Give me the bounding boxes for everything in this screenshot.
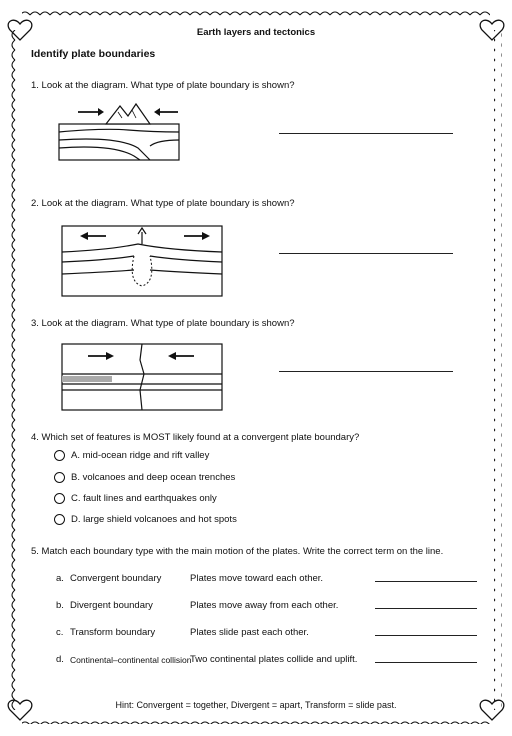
match-letter: c.	[56, 627, 64, 638]
option-label: A. mid-ocean ridge and rift valley	[71, 450, 210, 461]
match-motion: Plates slide past each other.	[190, 627, 309, 638]
match-type: Divergent boundary	[70, 600, 153, 611]
question-4: 4. Which set of features is MOST likely found at a convergent plate boundary?	[31, 432, 360, 443]
hint-text: Hint: Convergent = together, Divergent = apart, Transform = slide past.	[115, 700, 397, 710]
question-2: 2. Look at the diagram. What type of plate boundary is shown?	[31, 198, 295, 209]
option-c[interactable]	[54, 493, 217, 504]
radio-button[interactable]	[54, 514, 65, 525]
match-motion: Two continental plates collide and uplift.	[190, 654, 358, 665]
match-answer-line[interactable]	[375, 662, 477, 663]
answer-line-3[interactable]	[279, 371, 453, 372]
radio-button[interactable]	[54, 450, 65, 461]
match-letter: d.	[56, 654, 64, 665]
match-motion: Plates move toward each other.	[190, 573, 324, 584]
match-type: Convergent boundary	[70, 573, 162, 584]
question-3: 3. Look at the diagram. What type of plate boundary is shown?	[31, 318, 295, 329]
match-answer-line[interactable]	[375, 635, 477, 636]
question-5: 5. Match each boundary type with the main motion of the plates. Write the correct term on the line.	[31, 546, 444, 557]
match-letter: a.	[56, 573, 64, 584]
radio-button[interactable]	[54, 493, 65, 504]
match-answer-line[interactable]	[375, 581, 477, 582]
answer-line-2[interactable]	[279, 253, 453, 254]
match-motion: Plates move away from each other.	[190, 600, 339, 611]
match-type: Continental–continental collision	[70, 655, 192, 665]
worksheet-title: Earth layers and tectonics	[196, 27, 316, 38]
divergent-boundary-diagram	[58, 222, 226, 298]
question-1: 1. Look at the diagram. What type of plate boundary is shown?	[31, 80, 295, 91]
match-type: Transform boundary	[70, 627, 156, 638]
match-answer-line[interactable]	[375, 608, 477, 609]
answer-line-1[interactable]	[279, 133, 453, 134]
option-b[interactable]	[54, 472, 235, 483]
transform-boundary-diagram	[58, 340, 226, 412]
section-title: Identify plate boundaries	[31, 48, 156, 60]
option-label: B. volcanoes and deep ocean trenches	[71, 472, 236, 483]
option-label: C. fault lines and earthquakes only	[71, 493, 217, 504]
convergent-boundary-diagram	[58, 100, 182, 162]
option-d[interactable]	[54, 514, 237, 525]
radio-button[interactable]	[54, 472, 65, 483]
option-a[interactable]	[54, 450, 209, 461]
option-label: D. large shield volcanoes and hot spots	[71, 514, 237, 525]
match-letter: b.	[56, 600, 64, 611]
